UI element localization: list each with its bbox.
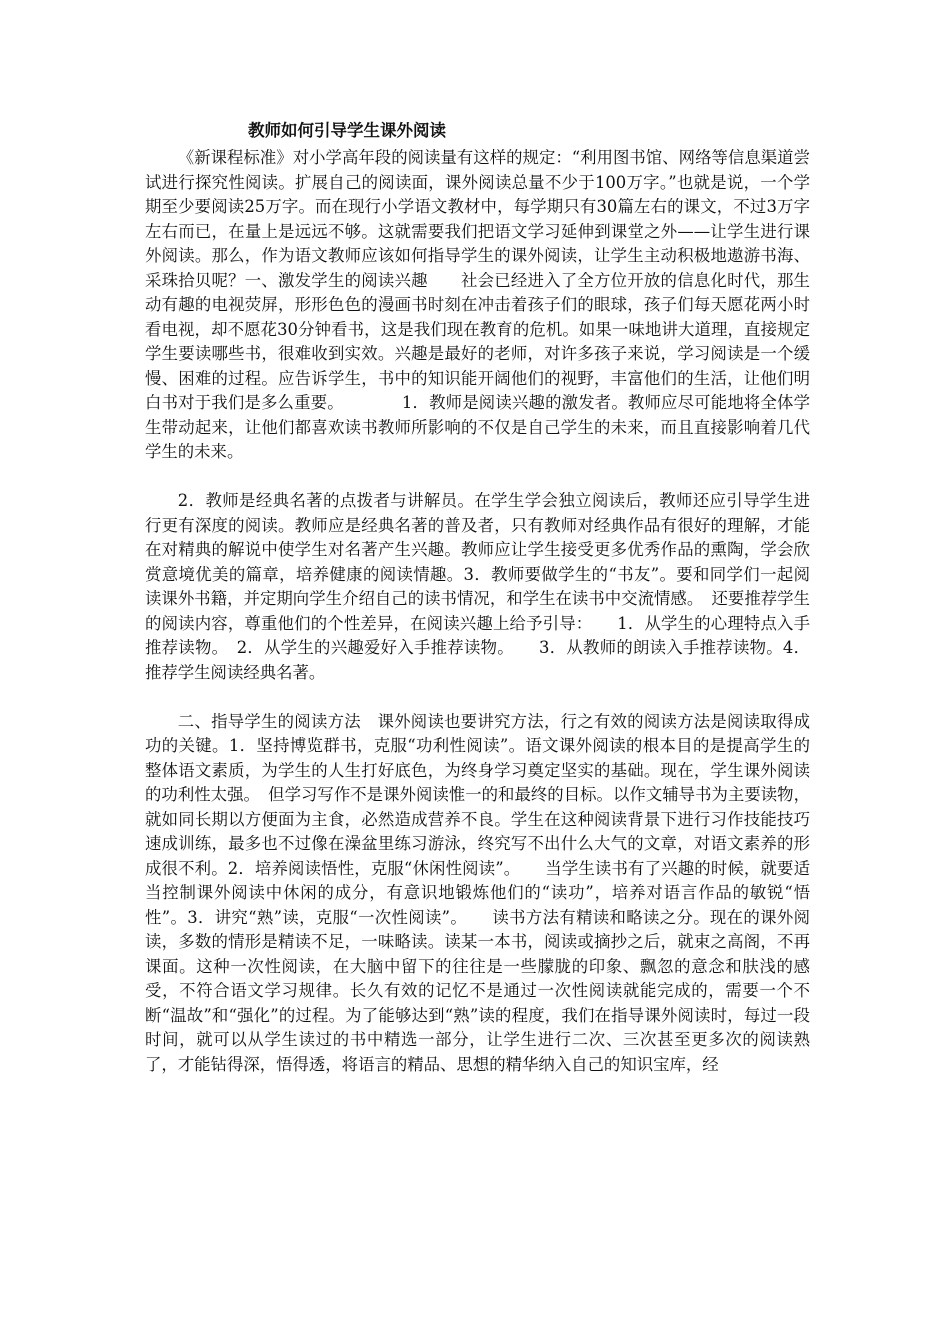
- paragraph-2: 2．教师是经典名著的点拨者与讲解员。在学生学会独立阅读后，教师还应引导学生进行更有深度的阅读。教师应是经典名著的普及者，只有教师对经典作品有很好的理解，才能在对精典的解说中使学生对名著产生兴趣。教师应让学生接受更多优秀作品的熏陶，学会欣赏意境优美的篇章，培养健康的阅读情趣。3．教师要做学生的“书友”。要和同学们一起阅读课外书籍，并定期向学生介绍自己的读书情况，和学生在读书中交流情感。 还要推荐学生的阅读内容，尊重他们的个性差异，在阅读兴趣上给予引导： 1．从学生的心理特点入手推荐读物。 2．从学生的兴趣爱好入手推荐读物。 3．从教师的朗读入手推荐读物。4．推荐学生阅读经典名著。: [145, 491, 810, 682]
- paragraph-gap: [145, 465, 810, 490]
- paragraph-1: 《新课程标准》对小学高年段的阅读量有这样的规定：“利用图书馆、网络等信息渠道尝试进行探究性阅读。扩展自己的阅读面，课外阅读总量不少于100万字。”也就是说，一个学期至少要阅读25万字。而在现行小学语文教材中，每学期只有30篇左右的课文，不过3万字左右而已，在量上是远远不够。这就需要我们把语文学习延伸到课堂之外——让学生进行课外阅读。那么，作为语文教师应该如何指导学生的课外阅读，让学生主动积极地遨游书海、采珠拾贝呢？一、激发学生的阅读兴趣 社会已经进入了全方位开放的信息化时代，那生动有趣的电视荧屏，形形色色的漫画书时刻在冲击着孩子们的眼球，孩子们每天愿花两小时看电视，却不愿花30分钟看书，这是我们现在教育的危机。如果一味地讲大道理，直接规定学生要读哪些书，很难收到实效。兴趣是最好的老师，对许多孩子来说，学习阅读是一个缓慢、困难的过程。应告诉学生，书中的知识能开阔他们的视野，丰富他们的生活，让他们明白书对于我们是多么重要。 1．教师是阅读兴趣的激发者。教师应尽可能地将全体学生带动起来，让他们都喜欢读书教师所影响的不仅是自己学生的未来，而且直接影响着几代学生的未来。: [145, 148, 810, 461]
- document-page: [145, 118, 810, 1077]
- paragraph-3: 二、指导学生的阅读方法 课外阅读也要讲究方法，行之有效的阅读方法是阅读取得成功的关键。1．坚持博览群书，克服“功利性阅读”。语文课外阅读的根本目的是提高学生的整体语文素质，为学生的人生打好底色，为终身学习奠定坚实的基础。现在，学生课外阅读的功利性太强。 但学习写作不是课外阅读惟一的和最终的目标。以作文辅导书为主要读物，就如同长期以方便面为主食，必然造成营养不良。学生在这种阅读背景下进行习作技能技巧速成训练，最多也不过像在澡盆里练习游泳，终究写不出什么大气的文章，对语文素养的形成很不利。2．培养阅读悟性，克服“休闲性阅读”。 当学生读书有了兴趣的时候，就要适当控制课外阅读中休闲的成分，有意识地锻炼他们的“读功”，培养对语言作品的敏锐“悟性”。3．讲究“熟”读，克服“一次性阅读”。 读书方法有精读和略读之分。现在的课外阅读，多数的情形是精读不足，一味略读。读某一本书，阅读或摘抄之后，就束之高阁，不再课面。这种一次性阅读，在大脑中留下的往往是一些朦胧的印象、飘忽的意念和肤浅的感受，不符合语文学习规律。长久有效的记忆不是通过一次性阅读就能完成的，需要一个不断“温故”和“强化”的过程。为了能够达到“熟”读的程度，我们在指导课外阅读时，每过一段时间，就可以从学生读过的书中精选一部分，让学生进行二次、三次甚至更多次的阅读熟了，才能钻得深，悟得透，将语言的精品、思想的精华纳入自己的知识宝库，经: [145, 711, 810, 1074]
- document-title: 教师如何引导学生课外阅读: [248, 121, 446, 140]
- paragraph-gap: [145, 685, 810, 710]
